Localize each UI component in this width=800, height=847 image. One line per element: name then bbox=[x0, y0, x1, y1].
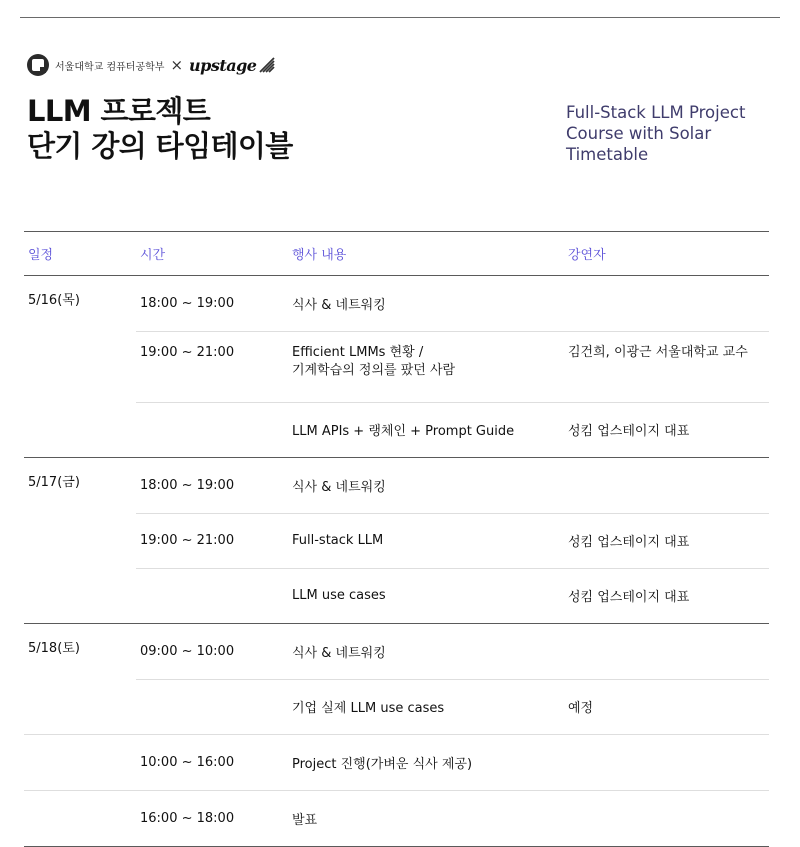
time-cell bbox=[136, 402, 288, 458]
table-row bbox=[24, 791, 769, 847]
table-row bbox=[24, 735, 769, 791]
event-cell: 기업 실제 LLM use cases bbox=[288, 679, 564, 735]
event-cell bbox=[288, 331, 564, 402]
collaboration-x: × bbox=[170, 55, 184, 74]
header-event: 행사 내용 bbox=[288, 232, 564, 276]
title-line-1: LLM 프로젝트 bbox=[27, 94, 211, 128]
date-cell bbox=[24, 679, 136, 735]
header-time: 시간 bbox=[136, 232, 288, 276]
english-subtitle bbox=[566, 102, 745, 165]
date-cell bbox=[24, 331, 136, 402]
subtitle-line-2: Course with Solar bbox=[566, 124, 712, 143]
date-cell: 5/16(목) bbox=[24, 276, 136, 332]
speaker-cell: 예정 bbox=[564, 679, 769, 735]
subtitle-line-3: Timetable bbox=[566, 145, 649, 164]
time-cell bbox=[136, 679, 288, 735]
speaker-cell: 성킴 업스테이지 대표 bbox=[564, 568, 769, 624]
table-row bbox=[24, 458, 769, 514]
event-cell: Project 진행(가벼운 식사 제공) bbox=[288, 735, 564, 791]
speaker-cell bbox=[564, 624, 769, 680]
upstage-logo: upstage bbox=[189, 55, 257, 75]
brand-bar bbox=[27, 53, 275, 77]
date-cell bbox=[24, 735, 136, 791]
table-row bbox=[24, 331, 769, 402]
title-line-2: 단기 강의 타임테이블 bbox=[27, 129, 293, 163]
subtitle-line-1: Full-Stack LLM Project bbox=[566, 103, 746, 122]
speaker-cell: 김건희, 이광근 서울대학교 교수 bbox=[564, 331, 769, 402]
header-date: 일정 bbox=[24, 232, 136, 276]
time-cell: 18:00 ~ 19:00 bbox=[136, 458, 288, 514]
event-cell: LLM APIs + 랭체인 + Prompt Guide bbox=[288, 402, 564, 458]
table-row bbox=[24, 402, 769, 458]
event-cell: 식사 & 네트워킹 bbox=[288, 624, 564, 680]
time-cell: 09:00 ~ 10:00 bbox=[136, 624, 288, 680]
time-cell: 19:00 ~ 21:00 bbox=[136, 331, 288, 402]
time-cell: 16:00 ~ 18:00 bbox=[136, 791, 288, 847]
date-cell: 5/18(토) bbox=[24, 624, 136, 680]
speaker-cell: 성킴 업스테이지 대표 bbox=[564, 513, 769, 568]
speaker-cell bbox=[564, 735, 769, 791]
table-row bbox=[24, 624, 769, 680]
table-row bbox=[24, 276, 769, 332]
snu-emblem-icon bbox=[27, 54, 49, 76]
table-row bbox=[24, 568, 769, 624]
table-row bbox=[24, 679, 769, 735]
event-cell: 식사 & 네트워킹 bbox=[288, 458, 564, 514]
event-line-2: 기계학습의 정의를 팠던 사람 bbox=[292, 362, 456, 378]
date-cell bbox=[24, 568, 136, 624]
date-cell bbox=[24, 402, 136, 458]
header-speaker: 강연자 bbox=[564, 232, 769, 276]
time-cell: 19:00 ~ 21:00 bbox=[136, 513, 288, 568]
date-cell bbox=[24, 513, 136, 568]
date-cell: 5/17(금) bbox=[24, 458, 136, 514]
top-divider bbox=[20, 17, 780, 18]
event-cell: 식사 & 네트워킹 bbox=[288, 276, 564, 332]
speaker-cell bbox=[564, 458, 769, 514]
event-cell: Full-stack LLM bbox=[288, 513, 564, 568]
department-name: 서울대학교 컴퓨터공학부 bbox=[55, 61, 165, 73]
date-cell bbox=[24, 791, 136, 847]
timetable bbox=[24, 231, 769, 847]
time-cell bbox=[136, 568, 288, 624]
speaker-cell bbox=[564, 276, 769, 332]
event-cell: 발표 bbox=[288, 791, 564, 847]
upstage-mark-icon bbox=[259, 57, 275, 73]
table-header-row bbox=[24, 232, 769, 276]
time-cell: 10:00 ~ 16:00 bbox=[136, 735, 288, 791]
event-cell: LLM use cases bbox=[288, 568, 564, 624]
speaker-cell: 성킴 업스테이지 대표 bbox=[564, 402, 769, 458]
event-line-1: Efficient LMMs 현황 / bbox=[292, 344, 424, 360]
speaker-cell bbox=[564, 791, 769, 847]
table-row bbox=[24, 513, 769, 568]
page-title bbox=[27, 94, 293, 164]
time-cell: 18:00 ~ 19:00 bbox=[136, 276, 288, 332]
